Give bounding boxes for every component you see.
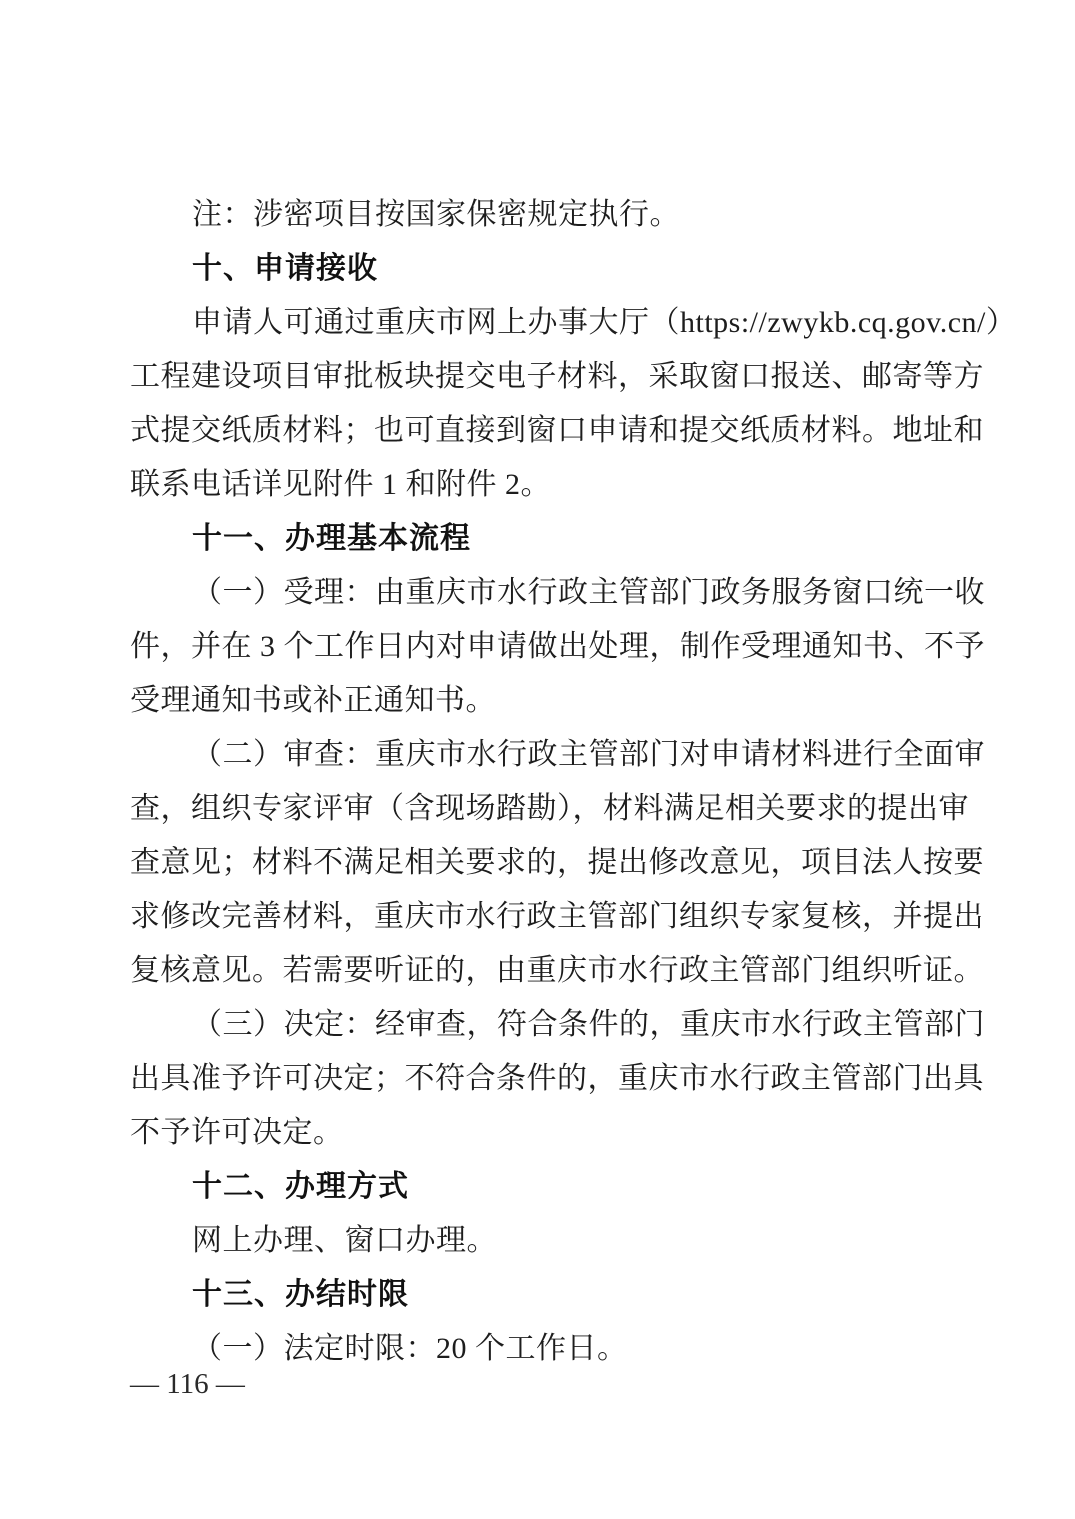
text-line: 件，并在 3 个工作日内对申请做出处理，制作受理通知书、不予: [130, 630, 985, 663]
text-line: 查，组织专家评审（含现场踏勘），材料满足相关要求的提出审: [130, 792, 969, 825]
text-line: 出具准予许可决定；不符合条件的，重庆市水行政主管部门出具: [130, 1062, 984, 1095]
text-line: 求修改完善材料，重庆市水行政主管部门组织专家复核，并提出: [130, 900, 984, 933]
text-line: （一）法定时限：20 个工作日。: [192, 1332, 628, 1365]
text-line: 网上办理、窗口办理。: [192, 1224, 497, 1257]
note-line: 注：涉密项目按国家保密规定执行。: [192, 198, 680, 231]
text-line: 工程建设项目审批板块提交电子材料，采取窗口报送、邮寄等方: [130, 360, 984, 393]
text-line: 联系电话详见附件 1 和附件 2。: [130, 468, 551, 501]
text-line: 式提交纸质材料；也可直接到窗口申请和提交纸质材料。地址和: [130, 414, 984, 447]
section-heading: 十三、办结时限: [192, 1278, 409, 1311]
section-heading: 十一、办理基本流程: [192, 522, 471, 555]
document-body: [130, 188, 1017, 1376]
text-line: （三）决定：经审查，符合条件的，重庆市水行政主管部门: [192, 1008, 985, 1041]
section-heading: 十、申请接收: [192, 252, 378, 285]
section-heading: 十二、办理方式: [192, 1170, 409, 1203]
text-line: 申请人可通过重庆市网上办事大厅（https://zwykb.cq.gov.cn/）: [192, 306, 1017, 339]
text-line: 查意见；材料不满足相关要求的，提出修改意见，项目法人按要: [130, 846, 984, 879]
text-line: 受理通知书或补正通知书。: [130, 684, 496, 717]
text-line: 不予许可决定。: [130, 1116, 344, 1149]
page-number: — 116 —: [130, 1368, 245, 1400]
text-line: （一）受理：由重庆市水行政主管部门政务服务窗口统一收: [192, 576, 985, 609]
text-line: （二）审查：重庆市水行政主管部门对申请材料进行全面审: [192, 738, 985, 771]
text-line: 复核意见。若需要听证的，由重庆市水行政主管部门组织听证。: [130, 954, 984, 987]
